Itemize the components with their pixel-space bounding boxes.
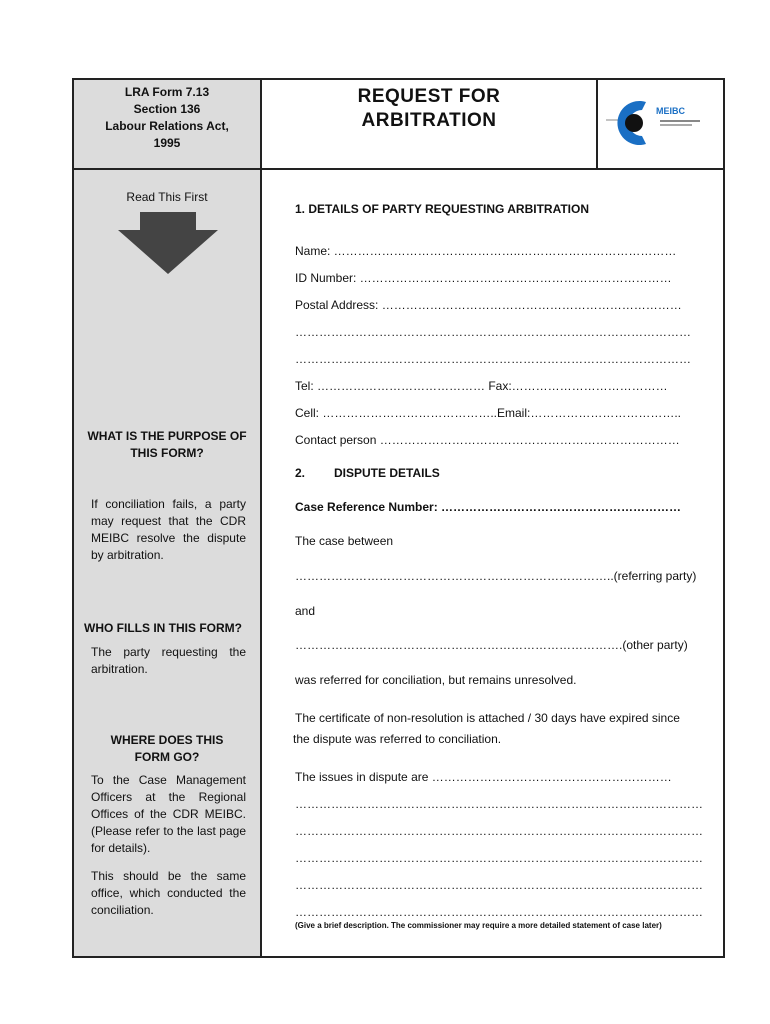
other-party-field[interactable]: ……………………………………………………………………….(other party) (295, 638, 688, 652)
issues-note: (Give a brief description. The commissioner may require a more detailed statement of case later) (295, 921, 662, 930)
referred-text: was referred for conciliation, but remains unresolved. (295, 673, 577, 687)
case-reference-label: Case Reference Number: …………………………………………………… (295, 500, 682, 514)
postal-address-line-2[interactable]: ……………………………………………………………………………………… (295, 325, 691, 339)
where-text: To the Case Management Officers at the Regional Offices of the CDR MEIBC. (Please refer to the last page for details). (91, 773, 246, 855)
sidebar (74, 170, 262, 956)
purpose-heading (74, 428, 260, 462)
form-act: Labour Relations Act, (105, 119, 229, 133)
section1-heading: 1. DETAILS OF PARTY REQUESTING ARBITRATION (295, 202, 590, 216)
where-text-2: This should be the same office, which conducted the conciliation. (91, 869, 246, 917)
cell-email-field[interactable]: Cell: ……………………………………..Email:……………………………….. (295, 406, 682, 420)
who-heading: WHO FILLS IN THIS FORM? (84, 621, 242, 635)
where-heading-line-1: WHERE DOES THIS (110, 733, 224, 747)
logo-text: MEIBC (656, 106, 685, 116)
down-arrow-icon (116, 212, 220, 276)
section2-heading: DISPUTE DETAILS (334, 466, 440, 480)
and-label: and (295, 604, 316, 618)
issues-line-3[interactable]: ………………………………………………………………………………………… (295, 851, 703, 865)
tel-fax-field[interactable]: Tel: …………………………………… Fax:………………………………… (295, 379, 668, 393)
case-between-label: The case between (295, 534, 394, 548)
issues-line-2[interactable]: ………………………………………………………………………………………… (295, 824, 703, 838)
form-year: 1995 (153, 136, 181, 150)
where-heading (74, 732, 260, 766)
name-field[interactable]: Name: ………………………………………..………………………………… (295, 244, 677, 258)
postal-address-field[interactable]: Postal Address: ………………………………………………………………… (295, 298, 682, 312)
read-this-first: Read This First (126, 190, 208, 204)
purpose-heading-line-2: THIS FORM? (130, 446, 204, 460)
id-number-field[interactable]: ID Number: …………………………………………………………………… (295, 271, 672, 285)
section2-number: 2. (295, 466, 306, 480)
where-heading-line-2: FORM GO? (134, 750, 200, 764)
contact-person-field[interactable]: Contact person ………………………………………………………………… (295, 433, 680, 447)
issues-line-5[interactable]: ………………………………………………………………………………………… (295, 905, 703, 919)
purpose-heading-line-1: WHAT IS THE PURPOSE OF (87, 429, 247, 443)
certificate-text-2: the dispute was referred to conciliation. (293, 732, 502, 746)
form-id: LRA Form 7.13 (124, 85, 210, 99)
case-reference-field[interactable] (295, 500, 681, 514)
issues-field[interactable]: The issues in dispute are …………………………………………………… (295, 770, 672, 784)
title-line-1: REQUEST FOR (357, 86, 501, 107)
main-content (262, 170, 723, 956)
meibc-logo-icon (598, 80, 721, 166)
issues-line-1[interactable]: ………………………………………………………………………………………… (295, 797, 703, 811)
who-text: The party requesting the arbitration. (91, 645, 246, 676)
form-section: Section 136 (133, 102, 201, 116)
meibc-logo (596, 80, 723, 170)
postal-address-line-3[interactable]: ……………………………………………………………………………………… (295, 352, 691, 366)
purpose-text: If conciliation fails, a party may request that the CDR MEIBC resolve the dispute by arbitration. (91, 497, 246, 562)
title-line-2: ARBITRATION (361, 110, 497, 131)
arbitration-form (72, 78, 725, 958)
issues-line-4[interactable]: ………………………………………………………………………………………… (295, 878, 703, 892)
form-reference (74, 80, 262, 170)
referring-party-field[interactable]: ……………………………………………………………………..(referring party) (295, 569, 697, 583)
form-title (262, 80, 596, 170)
certificate-text-1: The certificate of non-resolution is attached / 30 days have expired since (295, 711, 680, 725)
